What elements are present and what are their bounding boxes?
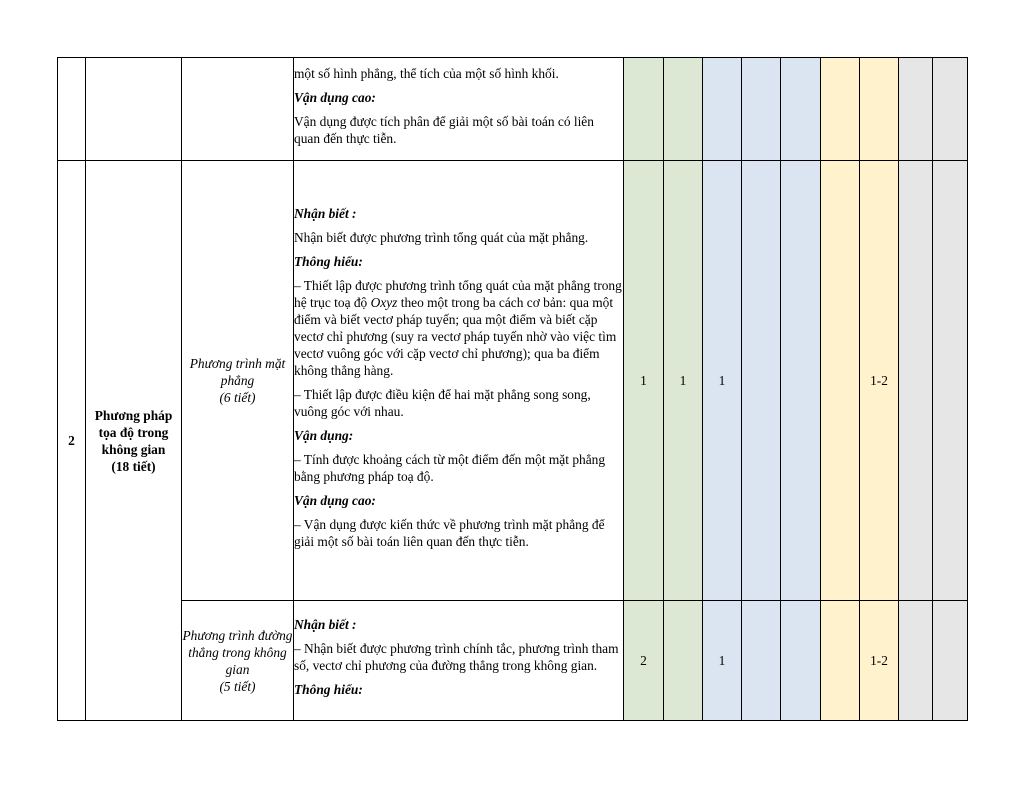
- mark-cell: 1: [703, 161, 742, 601]
- mark-cell: [821, 161, 860, 601]
- row-number-cell: 2: [58, 161, 86, 721]
- chapter-cell-empty: [86, 58, 182, 161]
- content-cell: [294, 601, 624, 721]
- mark-cell: 1-2: [860, 601, 899, 721]
- content-cell: [294, 161, 624, 601]
- content-paragraph: – Nhận biết được phương trình chính tắc, phương trình tham số, vectơ chỉ phương của đường thẳng trong không gian.: [294, 641, 619, 673]
- mark-cell: [742, 161, 781, 601]
- specification-table: [57, 57, 968, 721]
- topic-duration: (5 tiết): [219, 678, 256, 694]
- mark-cell: [933, 161, 968, 601]
- text-run: theo một trong ba cách cơ bản: qua một điểm và biết vectơ pháp tuyến; qua một điểm và biết cặp vectơ chỉ phương (suy ra vectơ pháp tuyến nhờ vào việc tìm vectơ vuông góc với cặp vectơ chỉ phương); qua ba điểm không thẳng hàng.: [294, 294, 617, 378]
- mark-cell: [899, 601, 933, 721]
- content-paragraph: một số hình phẳng, thể tích của một số hình khối.: [294, 65, 559, 81]
- mark-cell: [781, 58, 821, 161]
- content-paragraph: Vận dụng được tích phân để giải một số bài toán có liên quan đến thực tiễn.: [294, 113, 594, 146]
- mark-cell: [664, 58, 703, 161]
- mark-cell: [703, 58, 742, 161]
- mark-cell: [821, 58, 860, 161]
- chapter-duration: (18 tiết): [111, 458, 156, 474]
- mark-cell: [742, 58, 781, 161]
- text-run-italic: Oxyz: [370, 294, 398, 310]
- content-paragraph: [294, 277, 623, 379]
- mark-cell: 1: [703, 601, 742, 721]
- content-heading: Vận dụng cao:: [294, 89, 376, 105]
- content-heading: Nhận biết :: [294, 617, 357, 632]
- topic-duration: (6 tiết): [219, 390, 256, 405]
- content-heading: Thông hiểu:: [294, 682, 363, 697]
- mark-cell: 1: [624, 161, 664, 601]
- mark-cell: 2: [624, 601, 664, 721]
- content-heading: Nhận biết :: [294, 205, 357, 221]
- topic-cell: [182, 601, 294, 721]
- content-heading: Thông hiểu:: [294, 253, 363, 269]
- topic-cell-empty: [182, 58, 294, 161]
- content-paragraph: – Thiết lập được điều kiện để hai mặt phẳng song song, vuông góc với nhau.: [294, 386, 591, 419]
- mark-cell: [781, 601, 821, 721]
- content-heading: Vận dụng:: [294, 427, 354, 443]
- content-paragraph: – Tính được khoảng cách từ một điểm đến một mặt phẳng bằng phương pháp toạ độ.: [294, 451, 606, 484]
- topic-name: Phương trình mặt phẳng: [189, 356, 286, 388]
- mark-cell: [821, 601, 860, 721]
- topic-name: Phương trình đường thẳng trong không gian: [182, 627, 293, 677]
- topic-cell: [182, 161, 294, 601]
- mark-cell: [742, 601, 781, 721]
- mark-cell: 1: [664, 161, 703, 601]
- mark-cell: [624, 58, 664, 161]
- table-row-topic: [58, 161, 968, 601]
- mark-cell: [664, 601, 703, 721]
- mark-cell: 1-2: [860, 161, 899, 601]
- mark-cell: [899, 161, 933, 601]
- mark-cell: [860, 58, 899, 161]
- table-row-continuation: [58, 58, 968, 161]
- mark-cell: [781, 161, 821, 601]
- chapter-cell: [86, 161, 182, 721]
- mark-cell: [933, 58, 968, 161]
- text-run: – Thiết lập được phương trình tổng quát của mặt phẳng trong hệ trục toạ độ: [294, 277, 622, 310]
- table-row-topic: [58, 601, 968, 721]
- content-heading: Vận dụng cao:: [294, 492, 376, 508]
- chapter-name: Phương pháp tọa độ trong không gian: [94, 407, 173, 457]
- mark-cell: [899, 58, 933, 161]
- content-paragraph: Nhận biết được phương trình tổng quát của mặt phẳng.: [294, 229, 589, 245]
- row-number-cell-empty: [58, 58, 86, 161]
- mark-cell: [933, 601, 968, 721]
- content-cell: [294, 58, 624, 161]
- content-paragraph: – Vận dụng được kiến thức về phương trình mặt phẳng để giải một số bài toán liên quan đến thực tiễn.: [294, 516, 605, 549]
